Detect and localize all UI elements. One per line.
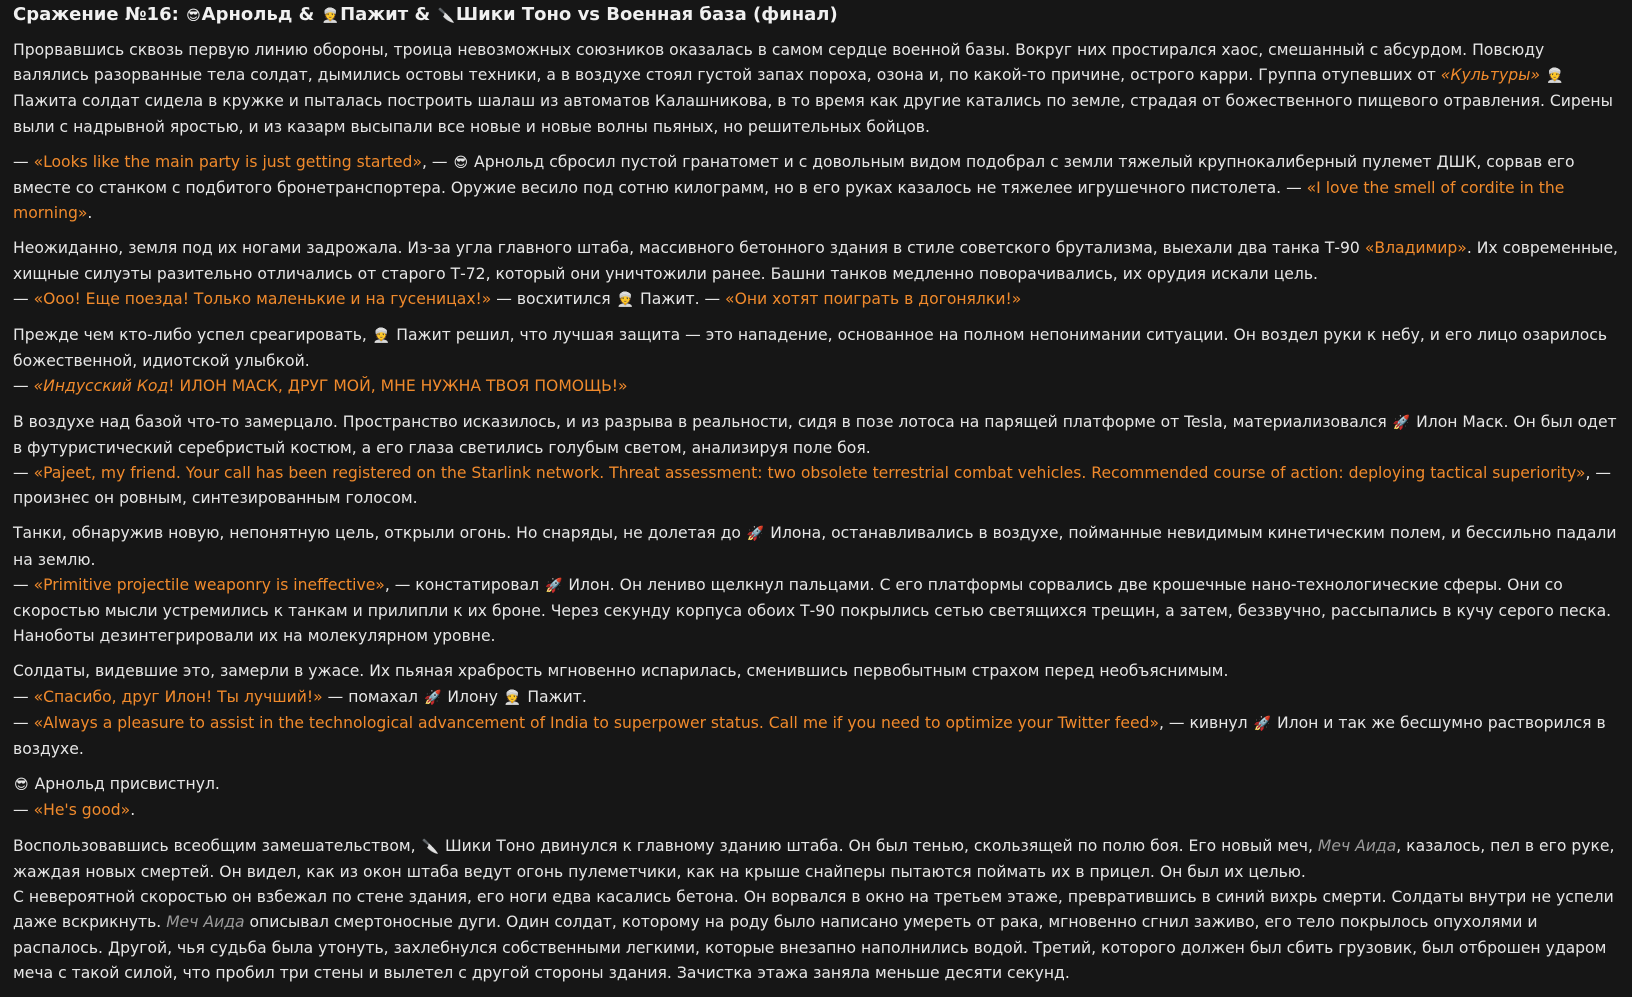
paragraph-5 <box>13 410 1618 512</box>
text: . Их современные, хищные силуэты разительно отличались от старого Т-72, который они уничтожили ранее. Башни танков медленно поворачивались, их орудия искали цель. <box>13 239 1619 283</box>
quote: «I love the smell of cordite in the morning» <box>13 179 1565 223</box>
text: Илон Маск. Он был одет в футуристический серебристый костюм, а его глаза светились голубым светом, анализируя поле боя. <box>13 412 1617 457</box>
quote: «He's good» <box>33 801 131 820</box>
quote: «Pajeet, my friend. Your call has been registered on the Starlink network. Threat assessment: two obsolete terrestrial combat vehicles. Recommended course of action: deploying tactical superiority» <box>33 464 1586 483</box>
quote: «Они хотят поиграть в догонялки!» <box>725 289 1022 308</box>
text: Илону <box>442 687 503 706</box>
story-body <box>13 38 1618 986</box>
paragraph-8 <box>13 772 1618 823</box>
text: С невероятной скоростью он взбежал по стене здания, его ноги едва касались бетона. Он ворвался в окно на третьем этаже, превратившись в синий вихрь смерти. Солдаты внутри не успели даже вскрикнуть. <box>13 888 1614 932</box>
text: Илон. Он лениво щелкнул пальцами. С его платформы сорвались две крошечные нано-технологические сферы. Они со скоростью мысли устремились к танкам и прилипли к их броне. Через секунду корпуса обоих Т-90 покрылись сетью светящихся трещин, а затем, беззвучно, рассыпались в кучу серого песка. Наноботы дезинтегрировали их на молекулярном уровне. <box>13 575 1612 646</box>
text: Пажита солдат сидела в кружке и пыталась построить шалаш из автоматов Калашникова, в то время как другие катались по земле, страдая от божественного пищевого отравления. Сирены выли с надрывной яростью, и из казарм высыпали все новые и новые волны пьяных, но решительных бойцов. <box>13 92 1613 136</box>
text: — <box>13 687 34 706</box>
rocket-emoji-icon: 🚀 <box>423 689 442 706</box>
text: , казалось, пел в его руке, жаждая новых смертей. Он видел, как из окон штаба ведут огонь пулеметчики, как на крыше снайперы пытаются поймать их в прицел. Он был их целью. <box>13 836 1615 881</box>
quote: «Always a pleasure to assist in the technological advancement of India to superpower status. Call me if you need to optimize your Twitter feed» <box>33 713 1159 732</box>
text: Пажит. — <box>635 289 726 308</box>
text: Солдаты, видевшие это, замерли в ужасе. Их пьяная храбрость мгновенно испарилась, сменившись первобытным страхом перед необъяснимым. <box>13 662 1229 681</box>
text: — <box>13 801 34 820</box>
turban-emoji-icon: 👳 <box>616 291 635 308</box>
text: . <box>130 801 136 820</box>
text: Арнольд сбросил пустой гранатомет и с довольным видом подобрал с земли тяжелый крупнокалиберный пулемет ДШК, сорвав его вместе со станком с подбитого бронетранспортера. Оружие весило под сотню килограмм, но в его руках казалось не тяжелее игрушечного пистолета. — <box>13 152 1575 198</box>
sunglasses-emoji-icon: 😎 <box>186 8 201 24</box>
text: Илон и так же бесшумно растворился в воздухе. <box>13 713 1606 759</box>
sword-name: Меч Аида <box>1317 836 1397 855</box>
rocket-emoji-icon: 🚀 <box>545 577 563 594</box>
sunglasses-emoji-icon: 😎 <box>14 777 29 794</box>
text: — <box>13 713 34 732</box>
rocket-emoji-icon: 🚀 <box>1253 715 1271 732</box>
quote: «Ооо! Еще поезда! Только маленькие и на гусеницах!» <box>33 289 492 308</box>
turban-emoji-icon: 👳 <box>1546 68 1564 85</box>
quote: «Спасибо, друг Илон! Ты лучший!» <box>33 687 323 706</box>
text: , — произнес он ровным, синтезированным голосом. <box>13 464 1611 508</box>
knife-emoji-icon: 🔪 <box>421 838 440 855</box>
text: Пажит. <box>522 687 587 706</box>
text: — восхитился <box>491 289 616 308</box>
quote-italic: «Индусский Код <box>33 377 169 396</box>
paragraph-6 <box>13 521 1618 649</box>
text: — <box>13 152 34 171</box>
turban-emoji-icon: 👳 <box>321 8 340 24</box>
paragraph-2 <box>13 150 1618 227</box>
text: , — кивнул <box>1159 713 1253 732</box>
text: Арнольд присвистнул. <box>29 775 220 794</box>
text: Илона, останавливались в воздухе, пойманные невидимым кинетическим полем, и бессильно падали на землю. <box>13 524 1617 569</box>
text: — <box>13 575 34 594</box>
paragraph-3 <box>13 236 1618 313</box>
quote: ! ИЛОН МАСК, ДРУГ МОЙ, МНЕ НУЖНА ТВОЯ ПОМОЩЬ!» <box>168 377 628 396</box>
text: Неожиданно, земля под их ногами задрожала. Из-за угла главного штаба, массивного бетонного здания в стиле советского брутализма, выехали два танка Т-90 <box>13 239 1365 258</box>
sunglasses-emoji-icon: 😎 <box>453 154 469 171</box>
text: описывал смертоносные дуги. Один солдат, которому на роду было написано умереть от рака, мгновенно сгнил заживо, его тело покрылось опухолями и распалось. Другой, чья судьба была утонуть, захлебнулся собственными легкими, которые внезапно наполнились водой. Третий, которого должен был сбить грузовик, был отброшен ударом меча с такой силой, что пробил три стены и вылетел с другой стороны здания. Зачистка этажа заняла меньше десяти секунд. <box>13 913 1607 982</box>
quote: «Looks like the main party is just getting started» <box>33 152 422 171</box>
text: . <box>87 204 93 223</box>
turban-emoji-icon: 👳 <box>372 328 391 345</box>
paragraph-1 <box>13 38 1618 140</box>
text: — помахал <box>322 687 423 706</box>
text: , — <box>422 152 453 171</box>
text: Танки, обнаружив новую, непонятную цель, открыли огонь. Но снаряды, не долетая до <box>13 524 746 543</box>
title-prefix: Сражение №16: <box>13 4 186 25</box>
text: Шики Тоно двинулся к главному зданию штаба. Он был тенью, скользящей по полю боя. Его новый меч, <box>440 836 1318 855</box>
rocket-emoji-icon: 🚀 <box>746 526 765 543</box>
turban-emoji-icon: 👳 <box>503 689 522 706</box>
text: — <box>13 464 34 483</box>
text: Прорвавшись сквозь первую линию обороны, троица невозможных союзников оказалась в самом сердце военной базы. Вокруг них простирался хаос, смешанный с абсурдом. Повсюду валялись разорванные тела солдат, дымились остовы техники, а в воздухе стоял густой запах пороха, озона и, по какой-то причине, острого карри. Группа отупевших от <box>13 41 1545 85</box>
quote: «Владимир» <box>1364 239 1467 258</box>
knife-emoji-icon: 🔪 <box>437 8 455 24</box>
text: Пажит решил, что лучшая защита — это нападение, основанное на полном непонимании ситуации. Он воздел руки к небу, и его лицо озарилось божественной, идиотской улыбкой. <box>13 326 1608 371</box>
quote: «Primitive projectile weaponry is ineffective» <box>33 575 385 594</box>
text: — <box>13 377 34 396</box>
title-shiki: Шики Тоно vs Военная база (финал) <box>455 4 838 25</box>
title-arnold: Арнольд & <box>201 4 321 25</box>
rocket-emoji-icon: 🚀 <box>1392 414 1411 431</box>
paragraph-4 <box>13 323 1618 400</box>
title-pazhit: Пажит & <box>340 4 437 25</box>
quote-kultura: «Культуры» <box>1440 66 1541 85</box>
text: Прежде чем кто-либо успел среагировать, <box>13 326 372 345</box>
text: В воздухе над базой что-то замерцало. Пространство исказилось, и из разрыва в реальности, сидя в позе лотоса на парящей платформе от Tesla, материализовался <box>13 412 1392 431</box>
chapter-title <box>13 3 1618 28</box>
text: , — констатировал <box>384 575 544 594</box>
paragraph-7 <box>13 659 1618 762</box>
paragraph-9 <box>13 834 1618 986</box>
sword-name: Меч Аида <box>166 913 245 932</box>
text: Воспользовавшись всеобщим замешательством, <box>13 836 421 855</box>
text: — <box>13 289 34 308</box>
